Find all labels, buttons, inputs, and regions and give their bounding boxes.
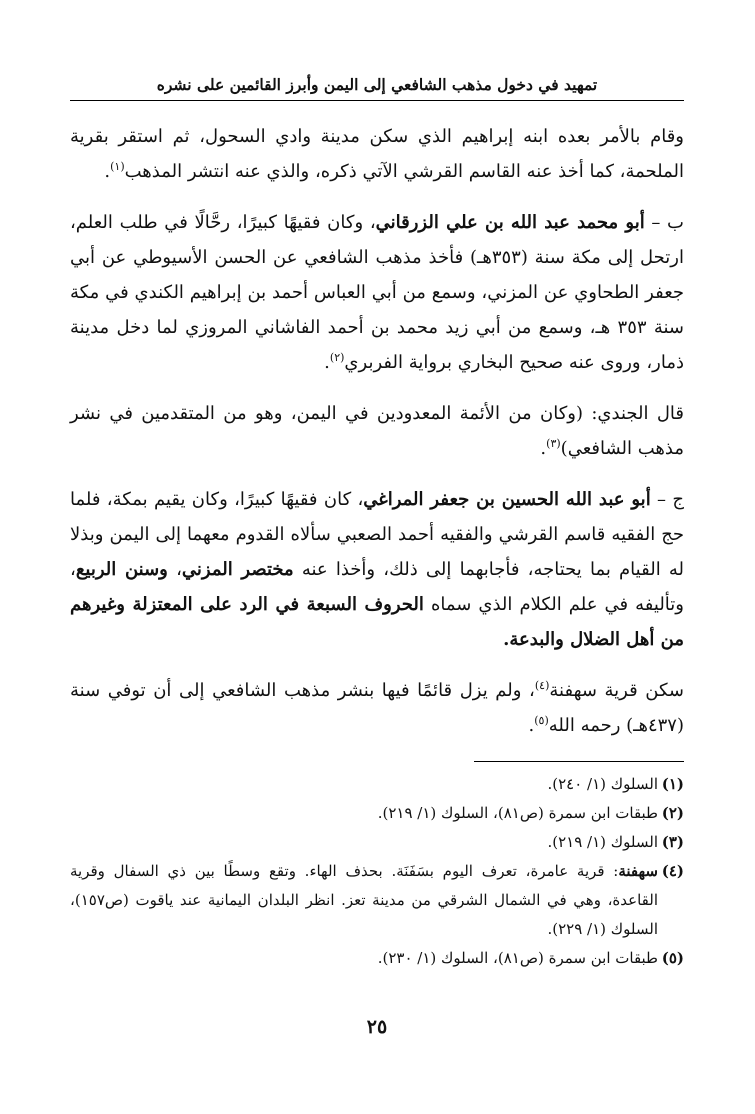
page-number: ٢٥: [366, 1016, 388, 1038]
paragraph-4-text-2: ، وتأليفه في علم الكلام الذي سماه: [70, 559, 684, 615]
footnote-text: طبقات ابن سمرة (ص٨١)، السلوك (١/ ٢١٩).: [377, 804, 658, 822]
footnote-term: سهفنة: [618, 862, 658, 880]
footnote-number: (٥): [661, 949, 684, 967]
paragraph-4: [70, 482, 684, 657]
paragraph-5: [70, 673, 684, 743]
book-title-mukhtasar: مختصر المزني: [181, 559, 294, 580]
footnote-divider: [474, 761, 684, 762]
paragraph-1: [70, 119, 684, 189]
footnotes: [70, 770, 684, 973]
footnote-3: [70, 828, 684, 857]
paragraph-2: [70, 205, 684, 380]
footnote-number: (١): [661, 775, 684, 793]
paragraph-5-text: سكن قرية سهفنة: [549, 680, 685, 701]
item-prefix-j: ج –: [650, 489, 684, 510]
footnote-text: السلوك (١/ ٢١٩).: [547, 833, 658, 851]
footnote-4: [70, 857, 684, 944]
footnote-text: طبقات ابن سمرة (ص٨١)، السلوك (١/ ٢٣٠).: [377, 949, 658, 967]
footnote-text: [70, 857, 658, 944]
item-prefix-b: ب –: [644, 212, 685, 233]
footnote-ref-4[interactable]: (٤): [534, 679, 550, 692]
book-page: [70, 70, 684, 1070]
paragraph-1-text: وقام بالأمر بعده ابنه إبراهيم الذي سكن مدينة وادي السحول، ثم استقر بقرية الملحمة، كما أخذ عنه القاسم القرشي الآتي ذكره، والذي عنه انتشر المذهب: [70, 126, 684, 182]
paragraph-3-end: .: [540, 438, 547, 459]
scholar-name-zarqani: أبو محمد عبد الله بن علي الزرقاني: [375, 212, 645, 233]
paragraph-5-end: .: [528, 715, 535, 736]
footnote-number: (٢): [661, 804, 684, 822]
book-title-sunan: وسنن الربيع: [75, 559, 168, 580]
footnote-number: (٤): [661, 862, 684, 880]
footnote-text: السلوك (١/ ٢٤٠).: [547, 775, 658, 793]
paragraph-2-end: .: [324, 352, 330, 373]
paragraph-2-text: ، وكان فقيهًا كبيرًا، رحَّالًا في طلب العلم، ارتحل إلى مكة سنة (٣٥٣هـ) فأخذ مذهب الشافعي عن الحسن الأسيوطي عن أبي جعفر الطحاوي عن المزني، وسمع من أبي العباس أحمد بن إبراهيم الكندي في مكة سنة ٣٥٣ هـ، وسمع من أبي زيد محمد بن أحمد الفاشاني المروزي لما دخل مدينة ذمار، وروى عنه صحيح البخاري برواية الفربري: [70, 212, 684, 373]
footnote-5: [70, 944, 684, 973]
footnote-ref-2[interactable]: (٢): [329, 351, 345, 364]
book-title-huruf: الحروف السبعة في الرد على المعتزلة وغيرهم من أهل الضلال والبدعة.: [70, 594, 684, 650]
footnote-ref-3[interactable]: (٣): [546, 437, 561, 450]
paragraph-5-text-2: ، ولم يزل قائمًا فيها بنشر مذهب الشافعي إلى أن توفي سنة (٤٣٧هـ) رحمه الله: [70, 680, 684, 736]
scholar-name-maraghi: أبو عبد الله الحسين بن جعفر المراغي: [363, 489, 651, 510]
footnote-definition: : قرية عامرة، تعرف اليوم بسَفَنَة. بحذف الهاء. وتقع وسطًا بين ذي السفال وقرية القاعدة، وهي في الشمال الشرقي من مدينة تعز. انظر البلدان اليمانية عند ياقوت (ص١٥٧)، السلوك (١/ ٢٢٩).: [70, 862, 658, 938]
paragraph-3: [70, 396, 684, 466]
running-title: تمهيد في دخول مذهب الشافعي إلى اليمن وأبرز القائمين على نشره: [70, 70, 684, 101]
footnote-2: [70, 799, 684, 828]
footnote-number: (٣): [661, 833, 684, 851]
paragraph-4-text: ، كان فقيهًا كبيرًا، وكان يقيم بمكة، فلما حج الفقيه قاسم القرشي والفقيه أحمد الصعبي سألاه القدوم معهما إلى اليمن وبذلا له القيام بما يحتاجه، فأجابهما إلى ذلك، وأخذا عنه: [70, 489, 684, 580]
footnote-ref-1[interactable]: (١): [110, 160, 125, 173]
paragraph-1-end: .: [104, 161, 111, 182]
footnote-1: [70, 770, 684, 799]
paragraph-4-sep: ،: [167, 559, 182, 580]
paragraph-3-text: قال الجندي: (وكان من الأئمة المعدودين في اليمن، وهو من المتقدمين في نشر مذهب الشافعي): [70, 403, 684, 459]
footnote-ref-5[interactable]: (٥): [534, 714, 549, 727]
